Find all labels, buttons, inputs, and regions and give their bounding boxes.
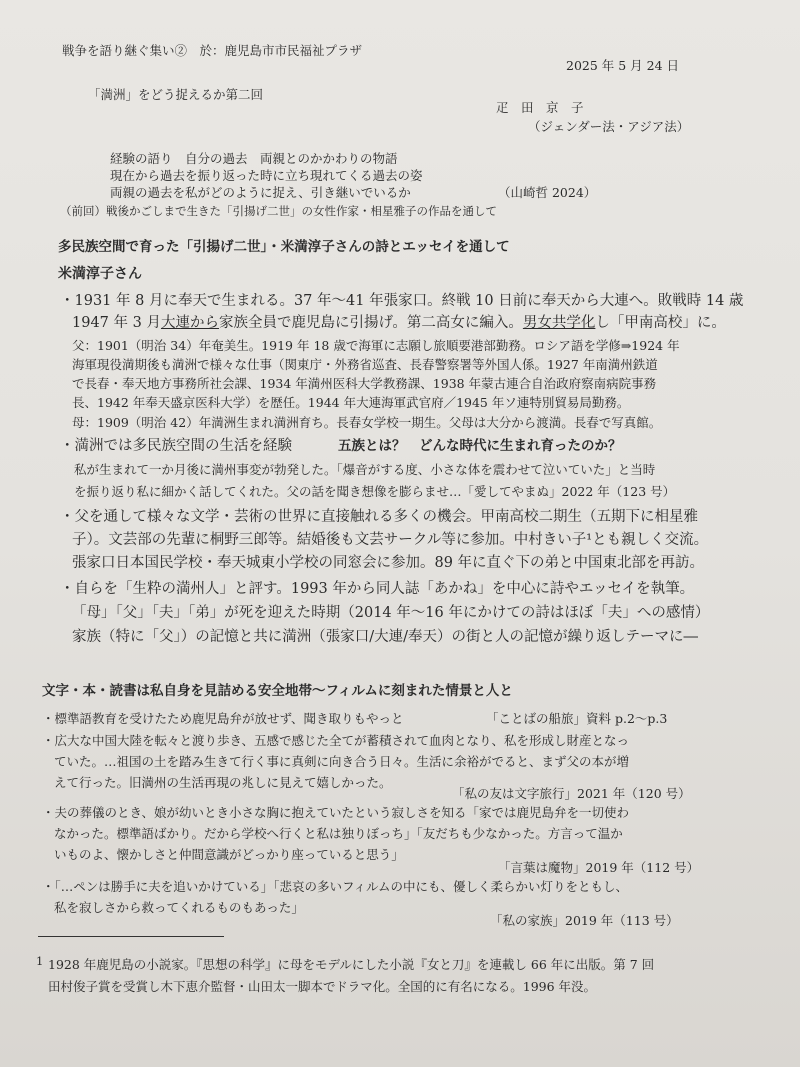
footnote-line: 1928 年鹿児島の小説家。『思想の科学』に母をモデルにした小説『女と刀』を連載し 66 年に出版。第 7 回 — [48, 957, 655, 972]
underlined-text: 男女共学化 — [522, 315, 596, 331]
bullet-line: いものよ、懐かしさと仲間意識がどっかり座っていると思う」 — [54, 847, 404, 862]
bullet-line: 張家口日本国民学校・奉天城東小学校の同窓会に参加。89 年に直ぐ下の弟と中国東北部を再訪。 — [72, 555, 705, 571]
bullet-line: ・夫の葬儀のとき、娘が幼いとき小さな胸に抱えていたという寂しさを知る「家では鹿児島弁を一切使わ — [42, 805, 630, 820]
bullet-line: ていた。…祖国の土を踏み生きて行く事に真剣に向き合う日々。生活に余裕がでると、まず父の本が増 — [54, 754, 630, 769]
father-bio-line: 海軍現役満期後も満洲で様々な仕事（関東庁・外務省巡査、長春警察署等外国人係。1927 年南満州鉄道 — [72, 357, 658, 372]
bullet-line: なかった。標準語ばかり。だから学校へ行くと私は独りぼっち」「友だちも少なかった。方言って温か — [54, 826, 623, 841]
intro-line: 経験の語り 自分の過去 両親とのかかわりの物語 — [110, 151, 398, 166]
quote-line: 私が生まれて一か月後に満州事変が勃発した。「爆音がする度、小さな体を震わせて泣いていた」と当時 — [74, 462, 656, 477]
quote-line: を振り返り私に細かく話してくれた。父の話を聞き想像を膨らませ…「愛してやまぬ」2022 年（123 号） — [74, 484, 676, 499]
bullet-line: ・広大な中国大陸を転々と渡り歩き、五感で感じた全てが蓄積されて血肉となり、私を形成し財産となっ — [42, 733, 630, 748]
father-bio-line: で長春・奉天地方事務所社会課、1934 年満州医科大学教務課、1938 年蒙古連合自治政府察南病院事務 — [72, 376, 657, 391]
bullet-line: えて行った。旧満州の生活再現の兆しに見えて嬉しかった。 — [54, 775, 392, 790]
footnote-divider — [38, 936, 224, 937]
underlined-text: 大連から — [160, 315, 219, 331]
footnote-mark: 1 — [36, 954, 44, 968]
bullet-line: ・標準語教育を受けたため鹿児島弁が放せず、聞き取りもやっと — [42, 711, 404, 726]
intro-citation: （山崎哲 2024） — [498, 185, 597, 200]
person-name: 米満淳子さん — [58, 266, 142, 282]
intro-line: 現在から過去を振り返った時に立ち現れてくる過去の姿 — [110, 168, 423, 183]
source-citation: 「言葉は魔物」2019 年（112 号） — [498, 860, 700, 875]
intro-line: 両親の過去を私がどのように捉え、引き継いでいるか — [110, 185, 411, 200]
bullet-line: 私を寂しさから救ってくれるものもあった」 — [54, 900, 304, 915]
bullet-line: ・「…ペンは勝手に夫を追いかけている」「悲哀の多いフィルムの中にも、優しく柔らかい灯りをともし、 — [42, 879, 629, 894]
footnote-line: 田村俊子賞を受賞し木下恵介監督・山田太一脚本でドラマ化。全国的に有名になる。1996 年没。 — [48, 979, 597, 994]
previous-session-note: （前回）戦後かごしまで生きた「引揚げ二世」の女性作家・相星雅子の作品を通して — [60, 204, 497, 218]
bullet-line: 1947 年 3 月大連から家族全員で鹿児島に引揚げ。第二高女に編入。男女共学化し「甲南高校」に。 — [72, 315, 726, 331]
father-bio-line: 長、1942 年奉天盛京医科大学）を歴任。1944 年大連海軍武官府／1945 年ソ連特別貿易局勤務。 — [72, 395, 630, 410]
bullet-line: 「母」「父」「夫」「弟」が死を迎えた時期（2014 年～16 年にかけての詩はほぼ「夫」への感情） — [72, 605, 710, 621]
bullet-line: ・自らを「生粋の満州人」と評す。1993 年から同人誌「あかね」を中心に詩やエッセイを執筆。 — [60, 581, 695, 597]
source-citation: 「ことばの船旅」資料 p.2～p.3 — [486, 711, 668, 726]
subtitle-line: 「満洲」をどう捉えるか第二回 — [88, 87, 264, 102]
author-name: 疋 田 京 子 — [496, 100, 584, 115]
question-text: 五族とは？ どんな時代に生まれ育ったのか？ — [338, 438, 622, 454]
section-heading: 文字・本・読書は私自身を見詰める安全地帯～フィルムに刻まれた情景と人と — [42, 683, 513, 699]
bullet-line: ・1931 年 8 月に奉天で生まれる。37 年～41 年張家口。終戦 10 日前に奉天から大連へ。敗戦時 14 歳 — [60, 293, 744, 309]
author-affiliation: （ジェンダー法・アジア法） — [528, 119, 690, 134]
section-heading: 多民族空間で育った「引揚げ二世」・米満淳子さんの詩とエッセイを通して — [58, 239, 510, 255]
bullet-line: 家族（特に「父」）の記憶と共に満洲（張家口/大連/奉天）の街と人の記憶が繰り返しテーマに― — [72, 629, 699, 645]
mother-bio-line: 母：1909（明治 42）年満洲生まれ満洲育ち。長春女学校一期生。父母は大分から渡満。長春で写真館。 — [72, 415, 662, 430]
date-line: 2025 年 5 月 24 日 — [566, 58, 680, 73]
bullet-line: 子）。文芸部の先輩に桐野三郎等。結婚後も文芸サークル等に参加。中村きい子¹とも親しく交流。 — [72, 532, 709, 548]
event-line: 戦争を語り継ぐ集い② 於：鹿児島市市民福祉プラザ — [62, 43, 363, 58]
source-citation: 「私の友は文字旅行」2021 年（120 号） — [452, 786, 691, 801]
source-citation: 「私の家族」2019 年（113 号） — [490, 913, 679, 928]
father-bio-line: 父：1901（明治 34）年奄美生。1919 年 18 歳で海軍に志願し旅順要港部勤務。ロシア語を学修⇒1924 年 — [72, 338, 680, 353]
bullet-line: ・満洲では多民族空間の生活を経験 — [60, 438, 292, 454]
bullet-line: ・父を通して様々な文学・芸術の世界に直接触れる多くの機会。甲南高校二期生（五期下に相星雅 — [60, 509, 698, 525]
